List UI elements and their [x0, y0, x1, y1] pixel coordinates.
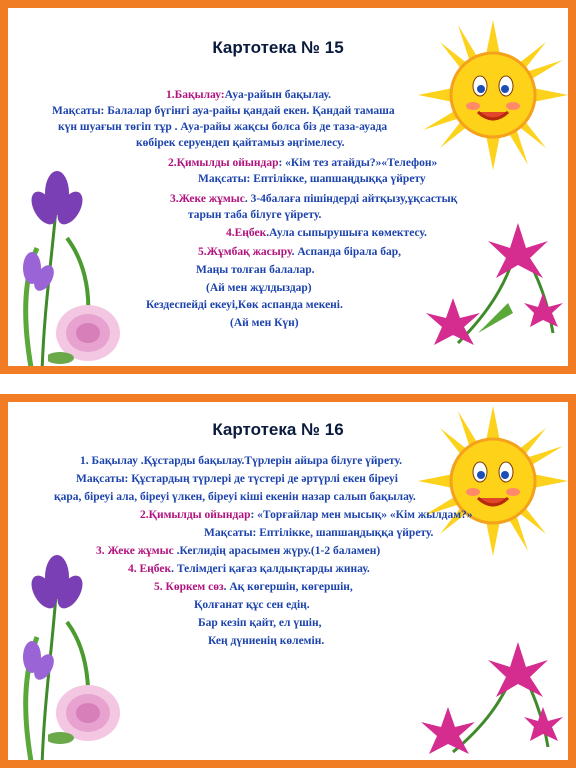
text-line: Мақсаты: Ептілікке, шапшаңдыққа үйрету	[198, 173, 426, 185]
text-line: Маңы толған балалар.	[196, 264, 315, 276]
task-text: : «Кім тез атайды?»«Телефон»	[278, 157, 438, 169]
task-label: 2.Қимылды ойындар	[168, 157, 279, 169]
task-labor	[226, 226, 427, 240]
task-riddle	[198, 245, 401, 259]
task-label: 4.Еңбек	[226, 227, 267, 239]
task-games	[140, 508, 473, 522]
task-label: 2.Қимылды ойындар	[140, 509, 251, 521]
text-line: (Ай мен Күн)	[230, 317, 299, 329]
rose-flower-icon	[48, 298, 128, 368]
card-title: Картотека № 16	[212, 420, 344, 439]
task-text: Ауа-райын бақылау.	[224, 89, 331, 101]
text-line: Қолғанат құс сен едің.	[194, 599, 310, 611]
sun-icon	[418, 406, 568, 556]
card-title: Картотека № 15	[212, 38, 344, 57]
text-line: Бар кезіп қайт, ел үшін,	[198, 617, 322, 629]
task-games	[168, 156, 437, 170]
task-label: 3. Жеке жұмыс	[96, 545, 174, 557]
task-text: .Кеглидің арасымен жүру.(1-2 баламен)	[173, 545, 381, 557]
task-text: . Телімдегі қағаз қалдықтарды жинау.	[171, 563, 370, 575]
task-individual	[96, 544, 380, 558]
lily-flower-icon	[418, 203, 568, 353]
text-line: көбірек серуендеп қайтамыз әңгімелесу.	[136, 137, 345, 149]
task-text: .Аула сыпырушыға көмектесу.	[266, 227, 427, 239]
task-labor	[128, 562, 370, 576]
text-line: тарын таба білуге үйрету.	[188, 209, 322, 221]
text-line: Кең дүниенің көлемін.	[208, 635, 325, 647]
sun-icon	[418, 20, 568, 170]
text-line: Мақсаты: Ептілікке, шапшаңдыққа үйрету.	[204, 527, 434, 539]
task-text: . 3-4балаға пішіндерді айтқызу,ұқсастық	[244, 193, 458, 205]
task-label: 3.Жеке жұмыс	[170, 193, 245, 205]
task-label: 4. Еңбек	[128, 563, 172, 575]
lily-flower-icon	[408, 622, 568, 762]
card-16	[0, 394, 576, 768]
card-15	[0, 0, 576, 374]
text-line: Кездеспейді екеуі,Көк аспанда мекені.	[146, 299, 343, 311]
text-line: қара, біреуі ала, біреуі үлкен, біреуі кіші екенін назар салып бақылау.	[54, 491, 416, 503]
task-text: . Ақ көгершін, көгершін,	[223, 581, 353, 593]
task-label: 5. Көркем сөз	[154, 581, 224, 593]
task-individual	[170, 192, 457, 206]
task-observation	[166, 88, 331, 102]
text-line: Мақсаты: Құстардың түрлері де түстері де әртүрлі екен біреуі	[76, 473, 398, 485]
task-label: 5.Жұмбақ жасыру	[198, 246, 292, 258]
task-text: . Аспанда бірала бар,	[291, 246, 401, 258]
text-line: Мақсаты: Балалар бүгінгі ауа-райы қандай екен. Қандай тамаша	[52, 105, 395, 117]
text-line: (Ай мен жұлдыздар)	[206, 282, 312, 294]
rose-flower-icon	[48, 678, 128, 748]
text-line: күн шуағын төгіп тұр . Ауа-райы жақсы болса біз де таза-ауада	[58, 121, 388, 133]
text-line: 1. Бақылау .Құстарды бақылау.Түрлерін айыра білуге үйрету.	[80, 455, 403, 467]
task-label: 1.Бақылау:	[166, 89, 225, 101]
task-poem	[154, 580, 353, 594]
task-text: : «Торғайлар мен мысық» «Кім жылдам?»	[250, 509, 473, 521]
